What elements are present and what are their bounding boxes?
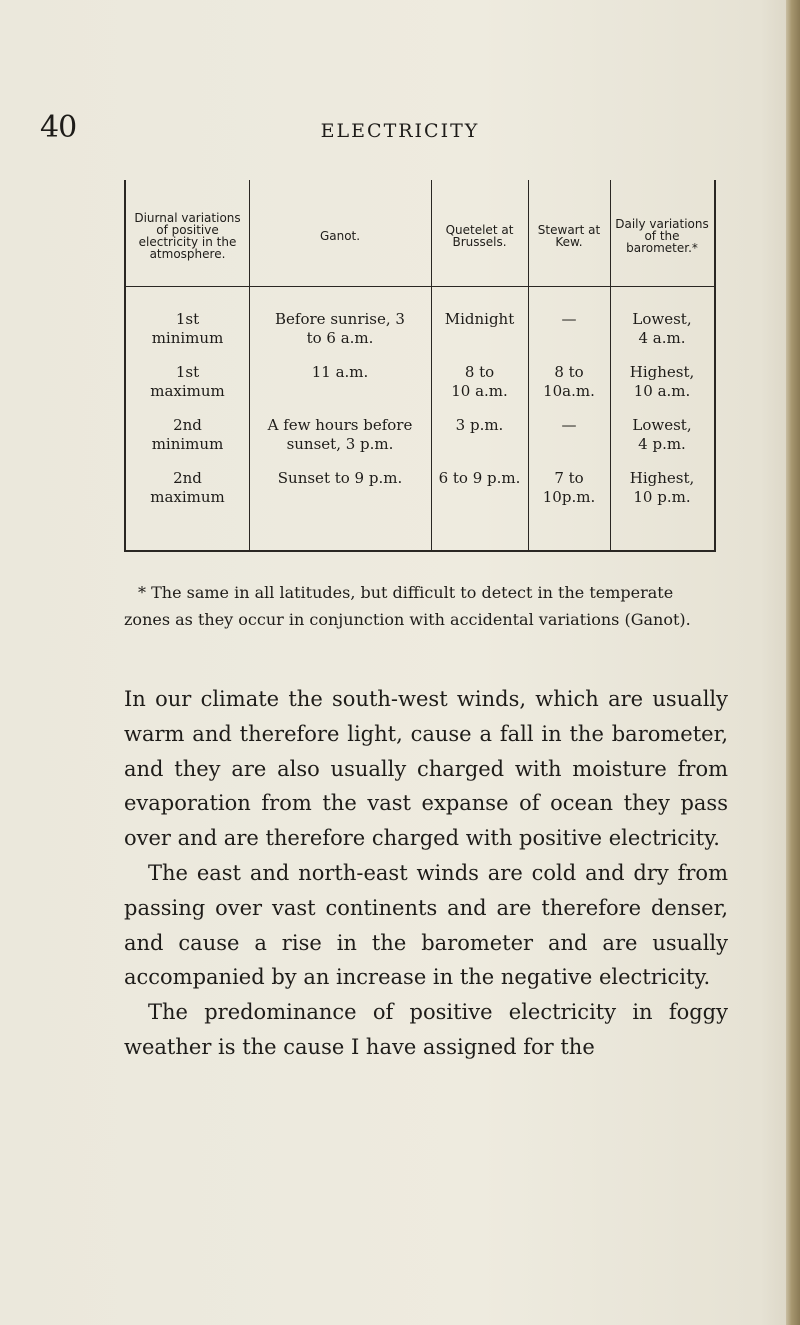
table-header-cell: Ganot. [319,229,361,243]
diurnal-variations-table [124,180,716,552]
table-cell: Lowest, 4 p.m. [632,416,692,453]
table-cell: Midnight [444,310,515,328]
table-cell: Highest, 10 a.m. [629,363,695,400]
book-spine-edge [786,0,800,1325]
table-cell: 2nd maximum [150,469,225,506]
table-header-cell: Quetelet at Brussels. [445,223,514,249]
table-cell: Lowest, 4 a.m. [632,310,692,347]
table-footnote: * The same in all latitudes, but difficult to detect in the temperate zones as they occur in conjunction with accidental variations (Ganot). [124,583,691,629]
table-cell: Before sunrise, 3 to 6 a.m. [275,310,405,347]
table-cell: — [561,310,577,328]
table-cell: 1st minimum [151,310,224,347]
table-header-cell: Diurnal variations of positive electricity in the atmosphere. [134,211,241,261]
paragraph: The predominance of positive electricity in foggy weather is the cause I have assigned for the [124,1000,728,1059]
table-cell: A few hours before sunset, 3 p.m. [267,416,413,453]
table-cell: 7 to 10p.m. [542,469,596,506]
table-cell: 3 p.m. [455,416,504,434]
body-text [124,682,728,1065]
table-header-cell: Daily variations of the barometer.* [615,217,709,255]
page-number: 40 [40,110,77,145]
table-cell: 1st maximum [150,363,225,400]
table-cell: 11 a.m. [311,363,369,381]
table-cell: 2nd minimum [151,416,224,453]
table-cell: — [561,416,577,434]
table-cell: 6 to 9 p.m. [438,469,521,487]
table-cell: Highest, 10 p.m. [629,469,695,506]
running-head: ELECTRICITY [320,120,480,142]
table-header-rule [126,286,714,287]
table-cell: 8 to 10 a.m. [451,363,508,400]
table-cell: Sunset to 9 p.m. [277,469,403,487]
table-cell: 8 to 10a.m. [543,363,595,400]
table-header-cell: Stewart at Kew. [537,223,601,249]
paragraph: In our climate the south-west winds, which are usually warm and therefore light, cause a fall in the barometer, and they are also usually charged with moisture from evaporation from the vast expanse of ocean they pass over and are therefore charged with positive electricity. [124,687,728,851]
paragraph: The east and north-east winds are cold and dry from passing over vast continents and are therefore denser, and cause a rise in the barometer and are usually accompanied by an increase in the negative electricity. [124,860,728,990]
